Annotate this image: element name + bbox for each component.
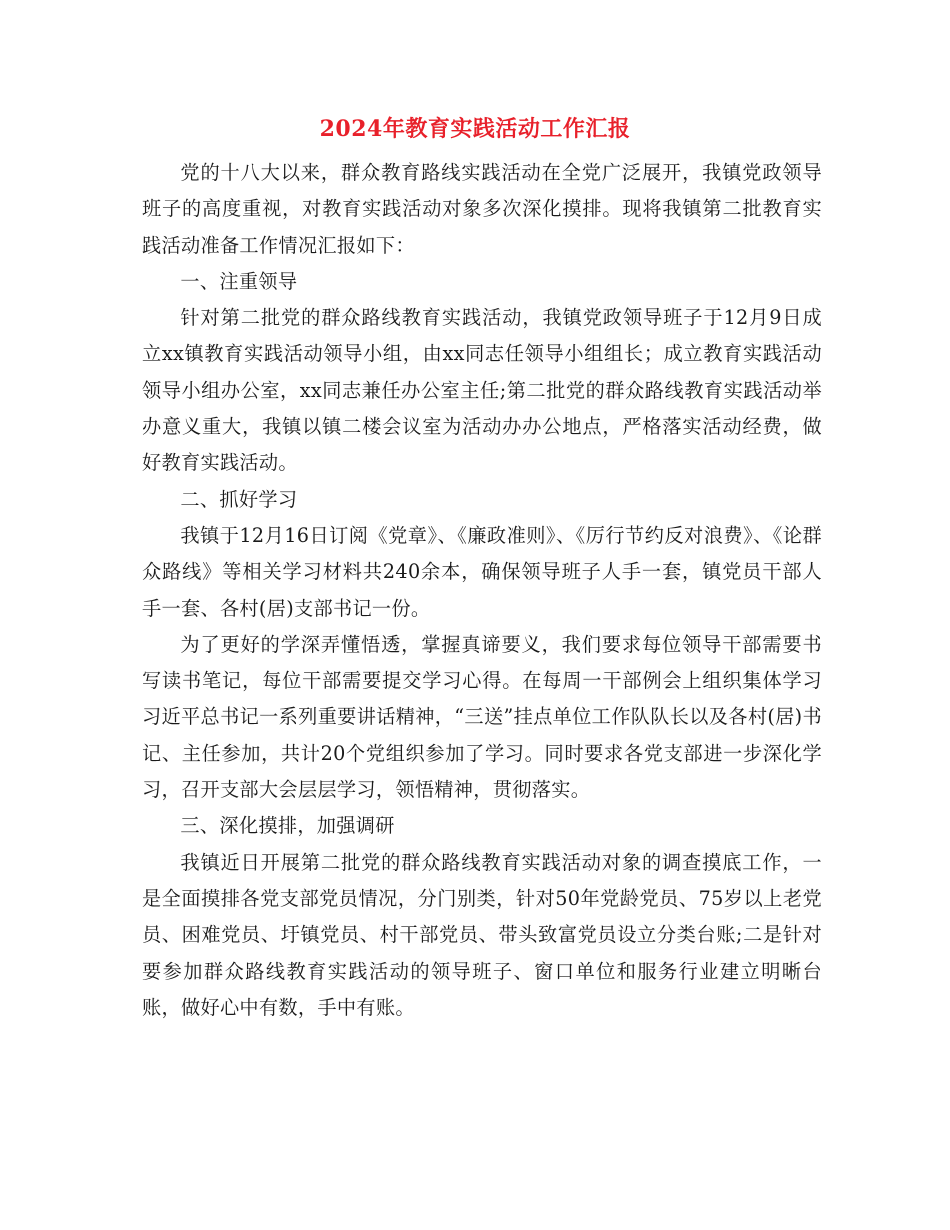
section-heading-2: 二、抓好学习 — [180, 487, 298, 511]
section-heading-1: 一、注重领导 — [180, 269, 298, 293]
paragraph-intro: 党的十八大以来，群众教育路线实践活动在全党广泛展开，我镇党政领导班子的高度重视，对教育实践活动对象多次深化摸排。现将我镇第二批教育实践活动准备工作情况汇报如下： — [142, 161, 822, 257]
paragraph-section-3: 我镇近日开展第二批党的群众路线教育实践活动对象的调查摸底工作，一是全面摸排各党支部党员情况，分门别类，针对50年党龄党员、75岁以上老党员、困难党员、圩镇党员、村干部党员、带头致富党员设立分类台账;二是针对要参加群众路线教育实践活动的领导班子、窗口单位和服务行业建立明晰台账，做好心中有数，手中有账。 — [142, 850, 822, 1019]
paragraph-section-2b: 为了更好的学深弄懂悟透，掌握真谛要义，我们要求每位领导干部需要书写读书笔记，每位干部需要提交学习心得。在每周一干部例会上组织集体学习习近平总书记一系列重要讲话精神，“三送”挂点单位工作队队长以及各村(居)书记、主任参加，共计20个党组织参加了学习。同时要求各党支部进一步深化学习，召开支部大会层层学习，领悟精神，贯彻落实。 — [142, 632, 822, 802]
section-heading-3: 三、深化摸排，加强调研 — [180, 814, 395, 838]
paragraph-section-1: 针对第二批党的群众路线教育实践活动，我镇党政领导班子于12月9日成立xx镇教育实践活动领导小组，由xx同志任领导小组组长；成立教育实践活动领导小组办公室，xx同志兼任办公室主任;第二批党的群众路线教育实践活动举办意义重大，我镇以镇二楼会议室为活动办办公地点，严格落实活动经费，做好教育实践活动。 — [142, 306, 822, 475]
paragraph-section-2a: 我镇于12月16日订阅《党章》、《廉政准则》、《厉行节约反对浪费》、《论群众路线》等相关学习材料共240余本，确保领导班子人手一套，镇党员干部人手一套、各村(居)支部书记一份。 — [142, 523, 822, 620]
document-body — [142, 155, 822, 1026]
document-title: 2024年教育实践活动工作汇报 — [319, 116, 631, 142]
